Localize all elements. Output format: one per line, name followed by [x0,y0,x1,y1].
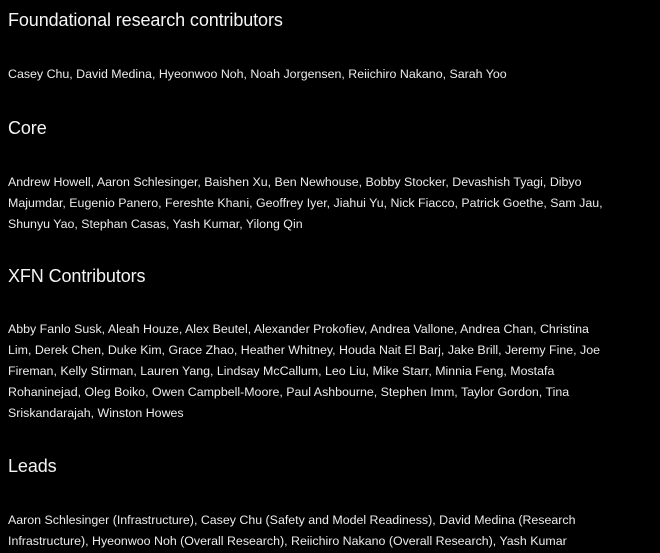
names-line: Casey Chu, David Medina, Hyeonwoo Noh, Noah Jorgensen, Reiichiro Nakano, Sarah Yoo [8,67,507,81]
names-line: Rohaninejad, Oleg Boiko, Owen Campbell-Moore, Paul Ashbourne, Stephen Imm, Taylor Gordon, Tina [8,384,570,399]
section-heading: Foundational research contributors [8,10,283,30]
names-line: Abby Fanlo Susk, Aleah Houze, Alex Beutel, Alexander Prokofiev, Andrea Vallone, Andrea Chan, Christina [8,322,589,336]
names-line: Infrastructure), Hyeonwoo Noh (Overall Research), Reiichiro Nakano (Overall Research), Yash Kumar [8,533,567,548]
names-line: Aaron Schlesinger (Infrastructure), Casey Chu (Safety and Model Readiness), David Medina (Research [8,513,576,527]
contributor-names [8,319,600,424]
names-line: Lim, Derek Chen, Duke Kim, Grace Zhao, Heather Whitney, Houda Nait El Barj, Jake Brill, Jeremy Fine, Joe [8,342,600,357]
names-line: Sriskandarajah, Winston Howes [8,405,184,420]
names-line: Shunyu Yao, Stephan Casas, Yash Kumar, Yilong Qin [8,216,303,231]
contributor-names [8,510,575,552]
section-heading: Leads [8,456,57,476]
names-line: Majumdar, Eugenio Panero, Fereshte Khani, Geoffrey Iyer, Jiahui Yu, Nick Fiacco, Patrick Goethe, Sam Jau, [8,195,603,210]
names-line: Andrew Howell, Aaron Schlesinger, Baishen Xu, Ben Newhouse, Bobby Stocker, Devashish Tyagi, Dibyo [8,175,582,189]
names-line: Fireman, Kelly Stirman, Lauren Yang, Lindsay McCallum, Leo Liu, Mike Starr, Minnia Feng, Mostafa [8,363,555,378]
section-heading: Core [8,118,47,138]
contributor-names [8,172,603,235]
contributor-names [8,64,507,85]
section-heading: XFN Contributors [8,266,146,286]
